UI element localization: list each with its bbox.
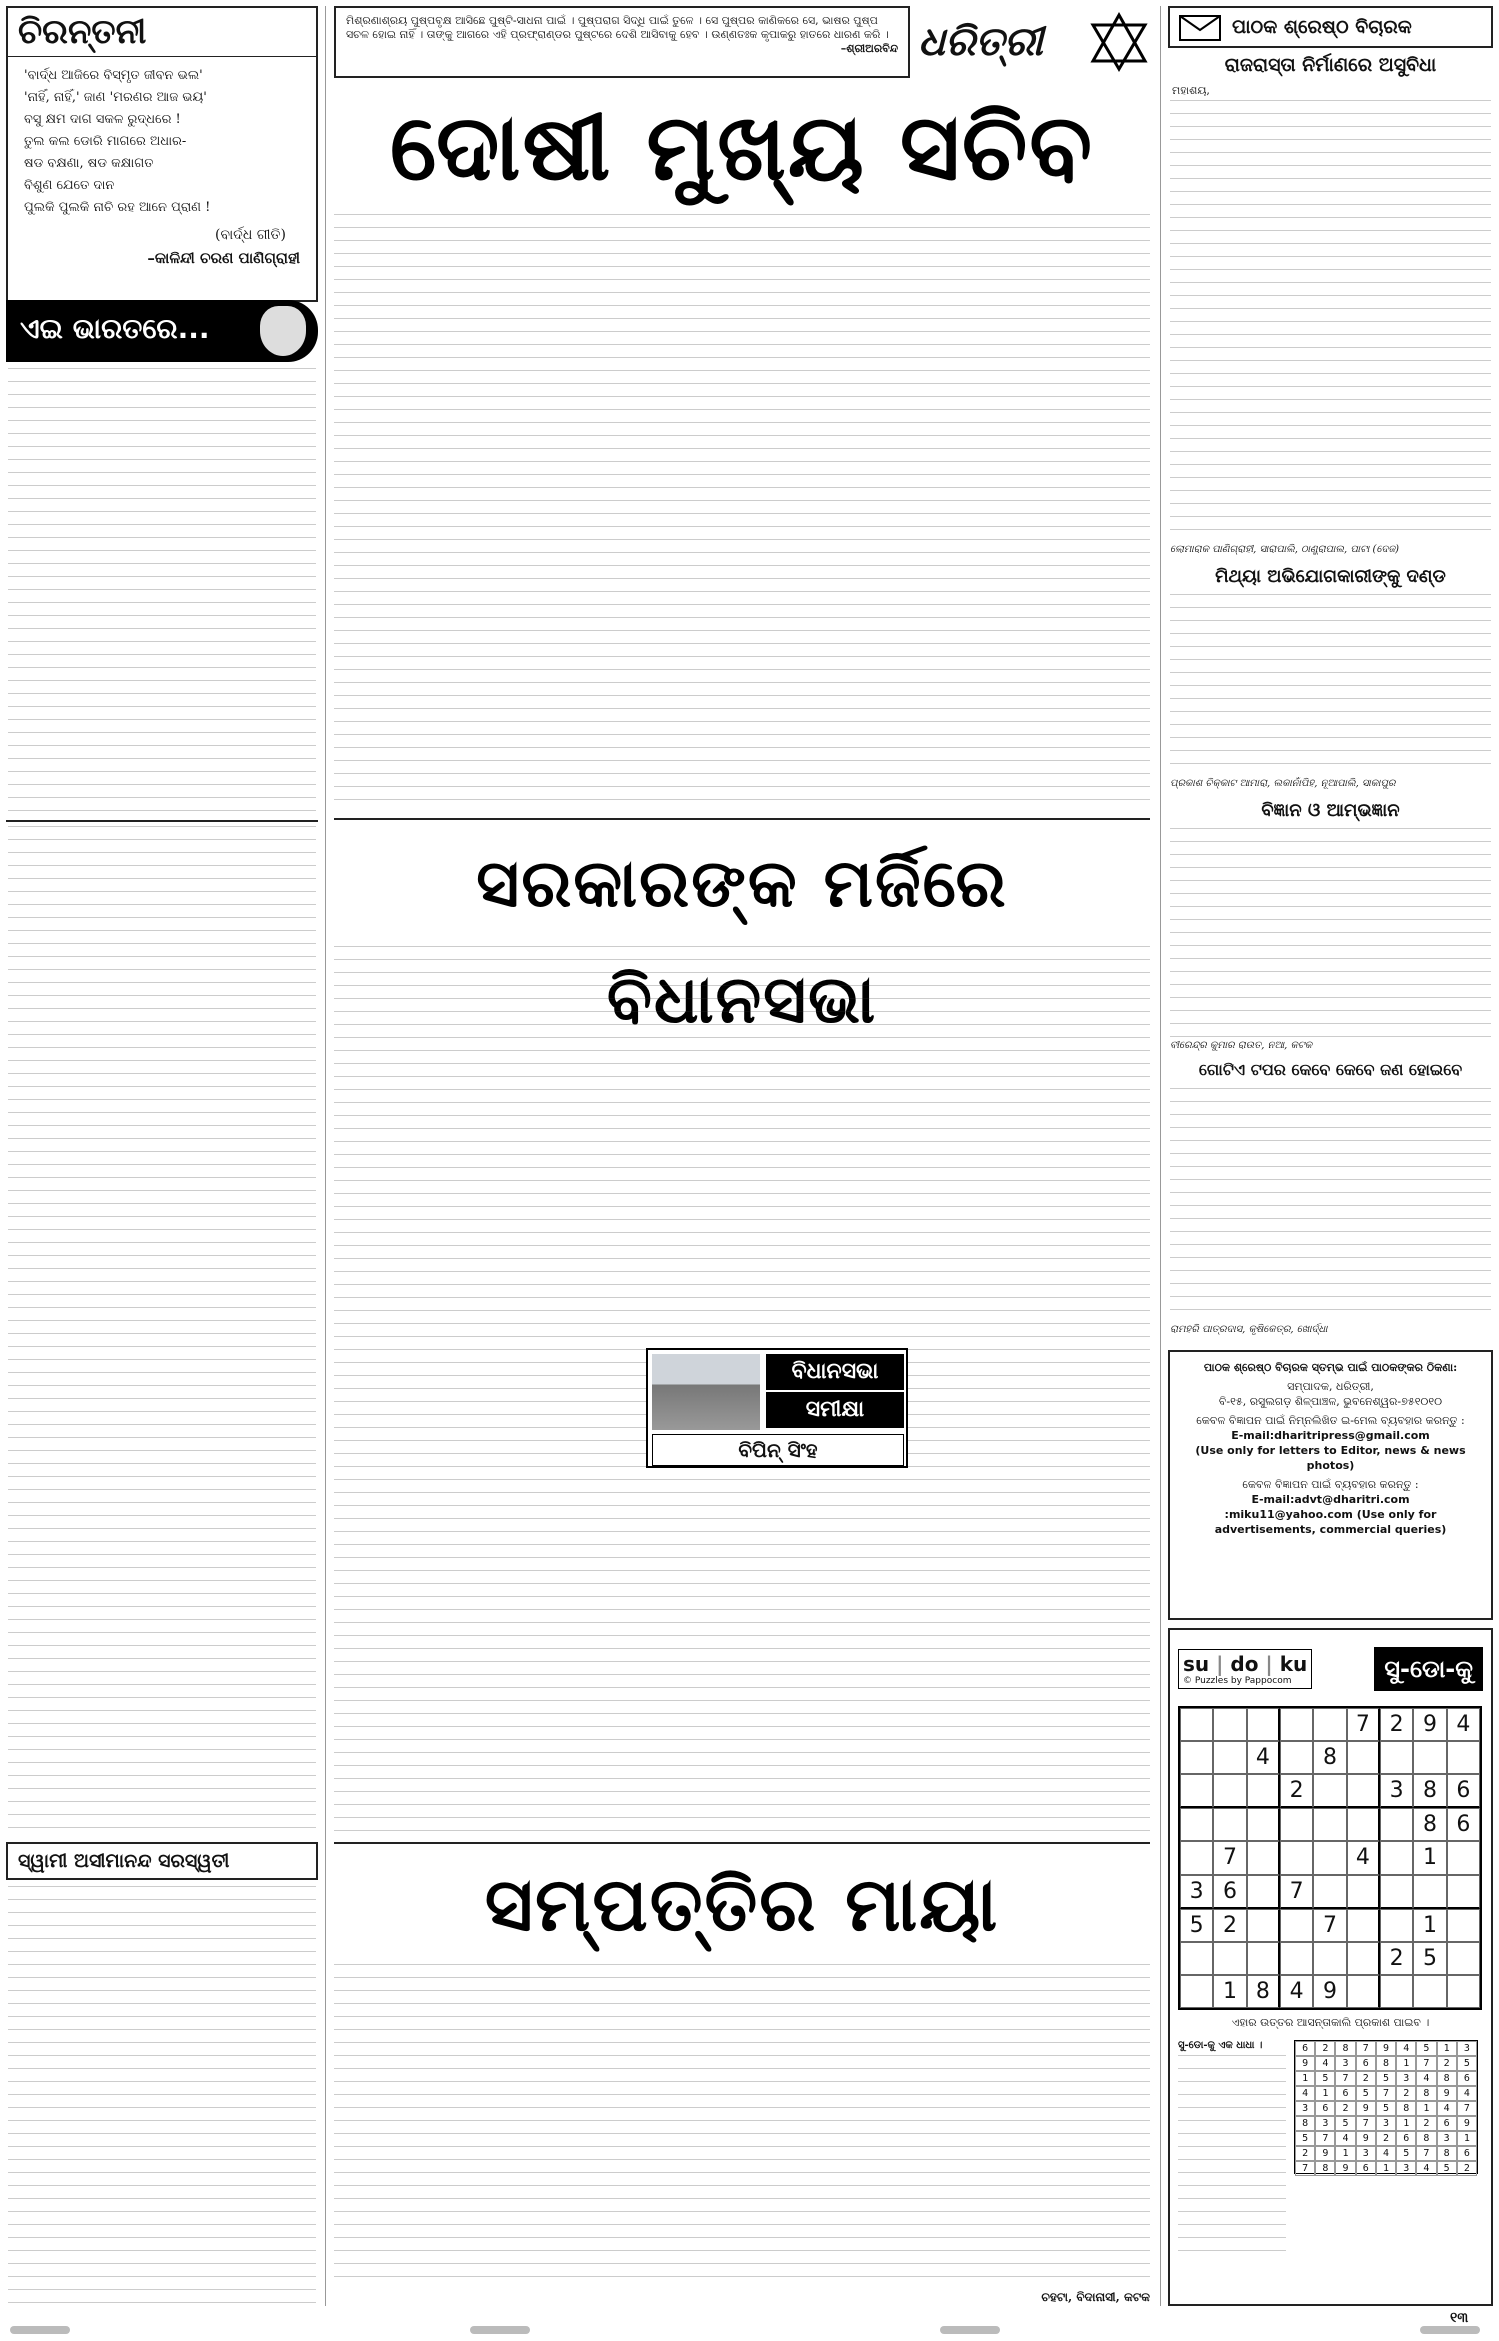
poem-line: ବସୁ କ୍ଷମ ଦାଗ ସକଳ ରୁଦ୍ଧରେ ! [24, 112, 181, 127]
poem-line: 'ବାର୍ଦ୍ଧ ଆଜିରେ ବିସ୍ମୃତ ଜୀବନ ଭଲ' [24, 68, 203, 83]
solution-cell: 4 [1416, 2071, 1436, 2086]
sudoku-cell [1280, 1841, 1313, 1874]
solution-cell: 9 [1356, 2131, 1376, 2146]
solution-cell: 1 [1295, 2071, 1315, 2086]
bottom-strip-1 [10, 2326, 70, 2334]
solution-cell: 8 [1396, 2101, 1416, 2116]
sudoku-cell [1180, 1741, 1213, 1774]
solution-cell: 9 [1295, 2056, 1315, 2071]
poem-lines [8, 57, 316, 227]
sudoku-cell: 6 [1447, 1774, 1480, 1808]
solution-cell: 5 [1376, 2071, 1396, 2086]
sudoku-cell [1447, 1841, 1480, 1874]
solution-cell: 6 [1396, 2131, 1416, 2146]
letter3-sign: ବୀରେନ୍ଦ୍ର କୁମାର ରାଉତ, ନଆ, କଟକ [1170, 1040, 1313, 1051]
poem-line: ପୁଲକି ପୁଲକି ନାଚି ରହ ଆନେ ପ୍ରାଣ ! [24, 200, 211, 215]
property-article [334, 1964, 1150, 2286]
sudoku-cell: 2 [1380, 1942, 1413, 1975]
solution-cell: 3 [1315, 2116, 1335, 2131]
solution-cell: 4 [1457, 2086, 1477, 2101]
solution-cell: 9 [1356, 2101, 1376, 2116]
sudoku-cell: 3 [1380, 1774, 1413, 1808]
solution-cell: 6 [1335, 2086, 1355, 2101]
solution-cell: 1 [1437, 2041, 1457, 2056]
solution-cell: 5 [1315, 2071, 1335, 2086]
sudoku-instructions [1178, 2040, 1286, 2255]
envelope-icon [1178, 12, 1222, 42]
solution-cell: 2 [1335, 2101, 1355, 2116]
sudoku-cell [1247, 1841, 1280, 1874]
sudoku-cell: 2 [1280, 1774, 1313, 1808]
sudoku-cell [1447, 1942, 1480, 1975]
solution-cell: 2 [1457, 2161, 1477, 2176]
letter4-body [1170, 1088, 1491, 1322]
sudoku-cell [1347, 1875, 1380, 1909]
sudoku-cell [1447, 1741, 1480, 1774]
solution-cell: 3 [1396, 2071, 1416, 2086]
review-box [646, 1348, 908, 1468]
sudoku-cell: 4 [1247, 1741, 1280, 1774]
center-divider-1 [334, 818, 1150, 820]
center-divider-2 [334, 1842, 1150, 1844]
sudoku-cell [1213, 1708, 1246, 1741]
solution-cell: 9 [1335, 2161, 1355, 2176]
india-header [6, 300, 318, 362]
sudoku-grid [1178, 1706, 1482, 2010]
sudoku-cell [1380, 1909, 1413, 1942]
solution-cell: 2 [1376, 2131, 1396, 2146]
star-emblem-icon [1088, 11, 1150, 73]
sudoku-cell: 6 [1213, 1875, 1246, 1909]
headline-3: ସମ୍ପତ୍ତିର ମାୟା [484, 1862, 1000, 1948]
sudoku-cell [1380, 1975, 1413, 2008]
sudoku-cell: 3 [1180, 1875, 1213, 1909]
col-rule-left [325, 6, 326, 2306]
sudoku-cell [1447, 1909, 1480, 1942]
solution-cell: 7 [1335, 2071, 1355, 2086]
sudoku-cell [1380, 1841, 1413, 1874]
solution-cell: 4 [1295, 2086, 1315, 2101]
solution-cell: 5 [1416, 2041, 1436, 2056]
solution-cell: 8 [1376, 2056, 1396, 2071]
sudoku-brand-text: su | do | ku [1183, 1652, 1308, 1676]
sudoku-cell [1180, 1808, 1213, 1841]
sudoku-cell: 8 [1313, 1741, 1346, 1774]
sudoku-title: ସୁ-ଡୋ-କୁ [1374, 1647, 1483, 1691]
sudoku-cell: 1 [1413, 1909, 1446, 1942]
sudoku-cell [1280, 1909, 1313, 1942]
solution-cell: 8 [1315, 2161, 1335, 2176]
solution-cell: 5 [1356, 2086, 1376, 2101]
sudoku-cell [1247, 1808, 1280, 1841]
solution-cell: 1 [1416, 2101, 1436, 2116]
bottom-strip-4 [1420, 2326, 1480, 2334]
sudoku-cell [1247, 1774, 1280, 1808]
sudoku-cell [1313, 1774, 1346, 1808]
address-title: ପାଠକ ଶ୍ରେଷ୍ଠ ବିଚାରକ ସ୍ତମ୍ଭ ପାଇଁ ପାଠକଙ୍କର ଠିକଣା: [1203, 1361, 1458, 1374]
solution-cell: 9 [1437, 2086, 1457, 2101]
swami-header [6, 1842, 318, 1880]
solution-cell: 8 [1437, 2071, 1457, 2086]
sudoku-cell: 2 [1213, 1909, 1246, 1942]
solution-cell: 3 [1356, 2146, 1376, 2161]
solution-cell: 6 [1457, 2146, 1477, 2161]
india-article [8, 368, 316, 816]
sudoku-brand [1178, 1649, 1312, 1689]
assembly-left-article [8, 826, 316, 1838]
poem-box [6, 6, 318, 302]
brand-su: su [1183, 1652, 1210, 1676]
solution-cell: 2 [1396, 2086, 1416, 2101]
solution-cell: 9 [1457, 2116, 1477, 2131]
bottom-strip-2 [470, 2326, 530, 2334]
quote-source: –ଶ୍ରୀଅରବିନ୍ଦ [840, 42, 898, 55]
letter2-title: ମିଥ୍ୟା ଅଭିଯୋଗକାରୀଙ୍କୁ ଦଣ୍ଡ [1215, 566, 1446, 587]
sudoku-cell [1347, 1909, 1380, 1942]
sudoku-cell [1313, 1942, 1346, 1975]
letter1-salute: ମହାଶୟ, [1172, 84, 1210, 97]
sudoku-cell [1280, 1708, 1313, 1741]
letter4-sign: ରାମହରି ପାତ୍ରଦାସ, କୃଷିକେତ୍ର, ଖୋର୍ଦ୍ଧା [1170, 1324, 1328, 1335]
sudoku-bottom [1178, 2040, 1483, 2255]
headline-1: ଦୋଷୀ ମୁଖ୍ୟ ସଚିବ [389, 94, 1095, 201]
sudoku-box [1168, 1628, 1493, 2306]
solution-cell: 5 [1457, 2056, 1477, 2071]
sudoku-cell: 1 [1213, 1975, 1246, 2008]
solution-cell: 7 [1376, 2086, 1396, 2101]
sudoku-cell: 7 [1213, 1841, 1246, 1874]
sudoku-cell: 1 [1413, 1841, 1446, 1874]
quote-box [334, 6, 910, 78]
solution-cell: 7 [1457, 2101, 1477, 2116]
solution-cell: 5 [1295, 2131, 1315, 2146]
solution-cell: 8 [1416, 2086, 1436, 2101]
solution-cell: 3 [1295, 2101, 1315, 2116]
sudoku-cell [1347, 1942, 1380, 1975]
sudoku-cell: 5 [1180, 1909, 1213, 1942]
sudoku-cell: 8 [1413, 1774, 1446, 1808]
solution-cell: 6 [1437, 2116, 1457, 2131]
solution-cell: 1 [1457, 2131, 1477, 2146]
sudoku-cell [1313, 1808, 1346, 1841]
solution-cell: 7 [1315, 2131, 1335, 2146]
email-1[interactable]: E-mail:dharitripress@gmail.com [1231, 1429, 1430, 1442]
poem-title: ଚିରନ୍ତନୀ [8, 8, 316, 57]
solution-cell: 3 [1437, 2131, 1457, 2146]
sudoku-cell [1413, 1875, 1446, 1909]
sudoku-cell: 2 [1380, 1708, 1413, 1741]
sudoku-solution-grid [1294, 2040, 1478, 2174]
solution-cell: 4 [1376, 2146, 1396, 2161]
readers-title: ପାଠକ ଶ୍ରେଷ୍ଠ ବିଚାରକ [1232, 16, 1412, 38]
india-title: ଏଇ ଭାରତରେ... [20, 312, 210, 345]
sudoku-cell: 8 [1247, 1975, 1280, 2008]
logo-text: ଧରିତ୍ରୀ [918, 19, 1043, 65]
address-line4: କେବଳ ବିଜ୍ଞାପନ ପାଇଁ ବ୍ୟବହାର କରନ୍ତୁ : [1242, 1478, 1419, 1491]
solution-cell: 5 [1335, 2116, 1355, 2131]
solution-cell: 1 [1396, 2056, 1416, 2071]
sudoku-cell: 4 [1280, 1975, 1313, 2008]
poem-line: ତୁଲ କଲ ଡୋରି ମାଗରେ ଅଧାର- [24, 134, 187, 149]
sudoku-cell [1447, 1875, 1480, 1909]
letter3-body [1170, 828, 1491, 1038]
solution-cell: 5 [1376, 2101, 1396, 2116]
sudoku-cell: 7 [1280, 1875, 1313, 1909]
solution-cell: 6 [1356, 2056, 1376, 2071]
sudoku-cell [1313, 1875, 1346, 1909]
swami-title: ସ୍ୱାମୀ ଅସୀମାନନ୍ଦ ସରସ୍ୱତୀ [18, 1850, 230, 1872]
address-line1: ସମ୍ପାଦକ, ଧରିତ୍ରୀ, [1287, 1380, 1374, 1393]
sudoku-cell [1380, 1808, 1413, 1841]
brand-do: do [1230, 1652, 1259, 1676]
solution-cell: 3 [1335, 2056, 1355, 2071]
poem-line: ବିଶୁଣ ଯେତେ ଦାନ [24, 178, 115, 193]
solution-cell: 8 [1437, 2146, 1457, 2161]
sudoku-cell [1280, 1741, 1313, 1774]
sudoku-cell [1413, 1975, 1446, 2008]
sudoku-cell [1247, 1942, 1280, 1975]
sudoku-caption: ଏହାର ଉତ୍ତର ଆସନ୍ତାକାଲି ପ୍ରକାଶ ପାଇବ । [1231, 2016, 1430, 2029]
sudoku-cell [1447, 1975, 1480, 2008]
sudoku-cell [1213, 1942, 1246, 1975]
chief-secretary-article [334, 214, 1150, 812]
letter3-title: ବିଜ୍ଞାନ ଓ ଆମ୍ଭଜ୍ଞାନ [1261, 800, 1400, 821]
letter1-body [1170, 100, 1491, 540]
solution-cell: 8 [1416, 2131, 1436, 2146]
solution-cell: 7 [1416, 2146, 1436, 2161]
solution-cell: 2 [1315, 2041, 1335, 2056]
sudoku-cell: 6 [1447, 1808, 1480, 1841]
solution-cell: 8 [1295, 2116, 1315, 2131]
review-label-1: ବିଧାନସଭା [766, 1354, 904, 1390]
sudoku-cell [1180, 1942, 1213, 1975]
sudoku-cell [1280, 1808, 1313, 1841]
solution-cell: 4 [1335, 2131, 1355, 2146]
sudoku-cell: 9 [1313, 1975, 1346, 2008]
sudoku-cell [1247, 1875, 1280, 1909]
sudoku-cell [1247, 1708, 1280, 1741]
brand-ku: ku [1279, 1652, 1308, 1676]
review-label-2: ସମୀକ୍ଷା [766, 1392, 904, 1428]
address-line3: କେବଳ ବିଜ୍ଞାପନ ପାଇଁ ନିମ୍ନଲିଖିତ ଇ-ମେଲ ବ୍ୟବହାର କରନ୍ତୁ : [1196, 1414, 1465, 1427]
sudoku-cell [1347, 1808, 1380, 1841]
address-box [1168, 1350, 1493, 1620]
sudoku-cell [1213, 1774, 1246, 1808]
solution-cell: 6 [1457, 2071, 1477, 2086]
solution-cell: 2 [1437, 2056, 1457, 2071]
sudoku-cell [1347, 1975, 1380, 2008]
sudoku-cell: 7 [1313, 1909, 1346, 1942]
solution-cell: 3 [1396, 2161, 1416, 2176]
solution-cell: 6 [1356, 2161, 1376, 2176]
letter2-sign: ପ୍ରକାଶ ଚିକ୍କାଟ ଆମାରା, ଲକାନାଁପିହ, ନୂଆପାଲି, ସାକାପୁର [1170, 778, 1396, 789]
readers-header [1168, 6, 1493, 48]
solution-cell: 7 [1295, 2161, 1315, 2176]
sudoku-cell [1180, 1774, 1213, 1808]
quote-text: ମିଶ୍ରଣାଶ୍ରୟ ପୁଷ୍ପବୃକ୍ଷ ଆସିଛେ ପୁଷ୍ଟି-ସାଧନା ପାଇଁ । ପୁଷ୍ପରାଗ ସିଦ୍ଧି ପାଇଁ ତୁଳେ । ସେ ପୁଷ୍ପର କାଣିକରେ ସେ, ଭାଷର ପୁଷ୍ପ ସଚଳ ହୋଇ ନାହିଁ । ତାଙ୍କୁ ଆଗରେ ଏହି ପ୍ରଫ୍ରାଣ୍ଡର ପୁଷ୍ଟରେ ଦେଶି ଆସିବାକୁ ହେବ । ଉଣ୍ଣତଃକ କୃପାକରୁ ହାତରେ ଧାରଣ କରି । [346, 14, 889, 41]
email-2[interactable]: E-mail:advt@dharitri.com [1251, 1493, 1410, 1506]
solution-cell: 7 [1416, 2056, 1436, 2071]
poem-author: –କାଳିନ୍ଦୀ ଚରଣ ପାଣିଗ୍ରାହୀ [147, 249, 300, 267]
email-3[interactable]: :miku11@yahoo.com (Use only for advertisements, commercial queries) [1214, 1508, 1447, 1536]
letter2-body [1170, 594, 1491, 776]
sudoku-cell [1313, 1841, 1346, 1874]
solution-cell: 4 [1437, 2101, 1457, 2116]
solution-cell: 2 [1295, 2146, 1315, 2161]
sudoku-cell [1313, 1708, 1346, 1741]
sudoku-cell [1413, 1741, 1446, 1774]
solution-cell: 5 [1437, 2161, 1457, 2176]
sudoku-header [1178, 1638, 1483, 1700]
letter1-title: ରାଜରାସ୍ତା ନିର୍ମାଣରେ ଅସୁବିଧା [1224, 54, 1437, 76]
solution-cell: 8 [1335, 2041, 1355, 2056]
letter1-sign: ଲୋମାରାକ ପାଣିଗ୍ରାହୀ, ସାରାପାଲି, ଠାଣ୍ଡ୍ରାପାଲ, ପାଟା (ଦେଜ) [1170, 544, 1400, 555]
solution-cell: 2 [1356, 2071, 1376, 2086]
sudoku-cell [1213, 1808, 1246, 1841]
sudoku-cell [1380, 1741, 1413, 1774]
logo [918, 6, 1150, 78]
sudoku-cell: 5 [1413, 1942, 1446, 1975]
email-note-1: (Use only for letters to Editor, news & news photos) [1195, 1444, 1466, 1472]
solution-cell: 9 [1315, 2146, 1335, 2161]
sudoku-cell [1280, 1942, 1313, 1975]
sudoku-cell: 4 [1447, 1708, 1480, 1741]
sudoku-cell [1180, 1708, 1213, 1741]
sudoku-cell [1180, 1841, 1213, 1874]
solution-cell: 3 [1376, 2116, 1396, 2131]
poem-source: (ବାର୍ଦ୍ଧ ଗୀତି) [214, 227, 286, 243]
page-number: ୧୩ [1450, 2310, 1469, 2326]
solution-cell: 6 [1295, 2041, 1315, 2056]
letter4-title: ଗୋଟିଏ ଟପର କେବେ କେବେ ଜଣ ହୋଇବେ [1198, 1060, 1463, 1079]
solution-cell: 1 [1315, 2086, 1335, 2101]
sudoku-cell [1380, 1875, 1413, 1909]
solution-cell: 4 [1396, 2041, 1416, 2056]
solution-cell: 2 [1416, 2116, 1436, 2131]
solution-cell: 7 [1356, 2116, 1376, 2131]
sudoku-cell [1247, 1909, 1280, 1942]
address-line2: ବି-୧୫, ରସୁଲଗଡ଼ ଶିଳ୍ପାଞ୍ଚଳ, ଭୁବନେଶ୍ୱର-୭୫୧୦୧୦ [1218, 1395, 1443, 1408]
swami-article [8, 1886, 316, 2306]
solution-cell: 4 [1416, 2161, 1436, 2176]
review-author: ବିପିନ୍ ସିଂହ [652, 1434, 904, 1466]
sudoku-cell: 9 [1413, 1708, 1446, 1741]
solution-cell: 3 [1457, 2041, 1477, 2056]
sudoku-cell: 8 [1413, 1808, 1446, 1841]
sudoku-cell [1180, 1975, 1213, 2008]
solution-cell: 1 [1396, 2116, 1416, 2131]
sudoku-cell [1213, 1741, 1246, 1774]
left-divider [6, 820, 318, 822]
solution-cell: 1 [1376, 2161, 1396, 2176]
assembly-building-image [652, 1354, 760, 1430]
puzzles-by: © Puzzles by Pappocom [1183, 1676, 1292, 1686]
property-byline: ଚହଟା, ବିଦାନାସୀ, କଟକ [1041, 2290, 1150, 2304]
sudoku-instructions-body [1178, 2055, 1286, 2255]
sudoku-cell [1347, 1774, 1380, 1808]
india-map-icon [260, 306, 306, 356]
col-rule-right [1160, 6, 1161, 2306]
solution-cell: 9 [1376, 2041, 1396, 2056]
headline-2: ସରକାରଙ୍କ ମର୍ଜିରେ ବିଧାନସଭା [476, 845, 1008, 1038]
sudoku-cell: 7 [1347, 1708, 1380, 1741]
solution-cell: 5 [1396, 2146, 1416, 2161]
poem-line: 'ନାହିଁ, ନାହିଁ,' ଜାଣ 'ମରଣର ଆଜ ଭୟ' [24, 90, 207, 105]
solution-cell: 7 [1356, 2041, 1376, 2056]
sudoku-cell [1347, 1741, 1380, 1774]
solution-cell: 6 [1315, 2101, 1335, 2116]
sudoku-cell: 4 [1347, 1841, 1380, 1874]
solution-cell: 4 [1315, 2056, 1335, 2071]
poem-line: ଷଡ ବକ୍ଷଣା, ଷଡ କକ୍ଷାଗତ [24, 156, 154, 171]
bottom-strip-3 [940, 2326, 1000, 2334]
sudoku-instructions-label: ସୁ-ଡୋ-କୁ ଏକ ଧାଧା । [1178, 2040, 1263, 2051]
solution-cell: 1 [1335, 2146, 1355, 2161]
